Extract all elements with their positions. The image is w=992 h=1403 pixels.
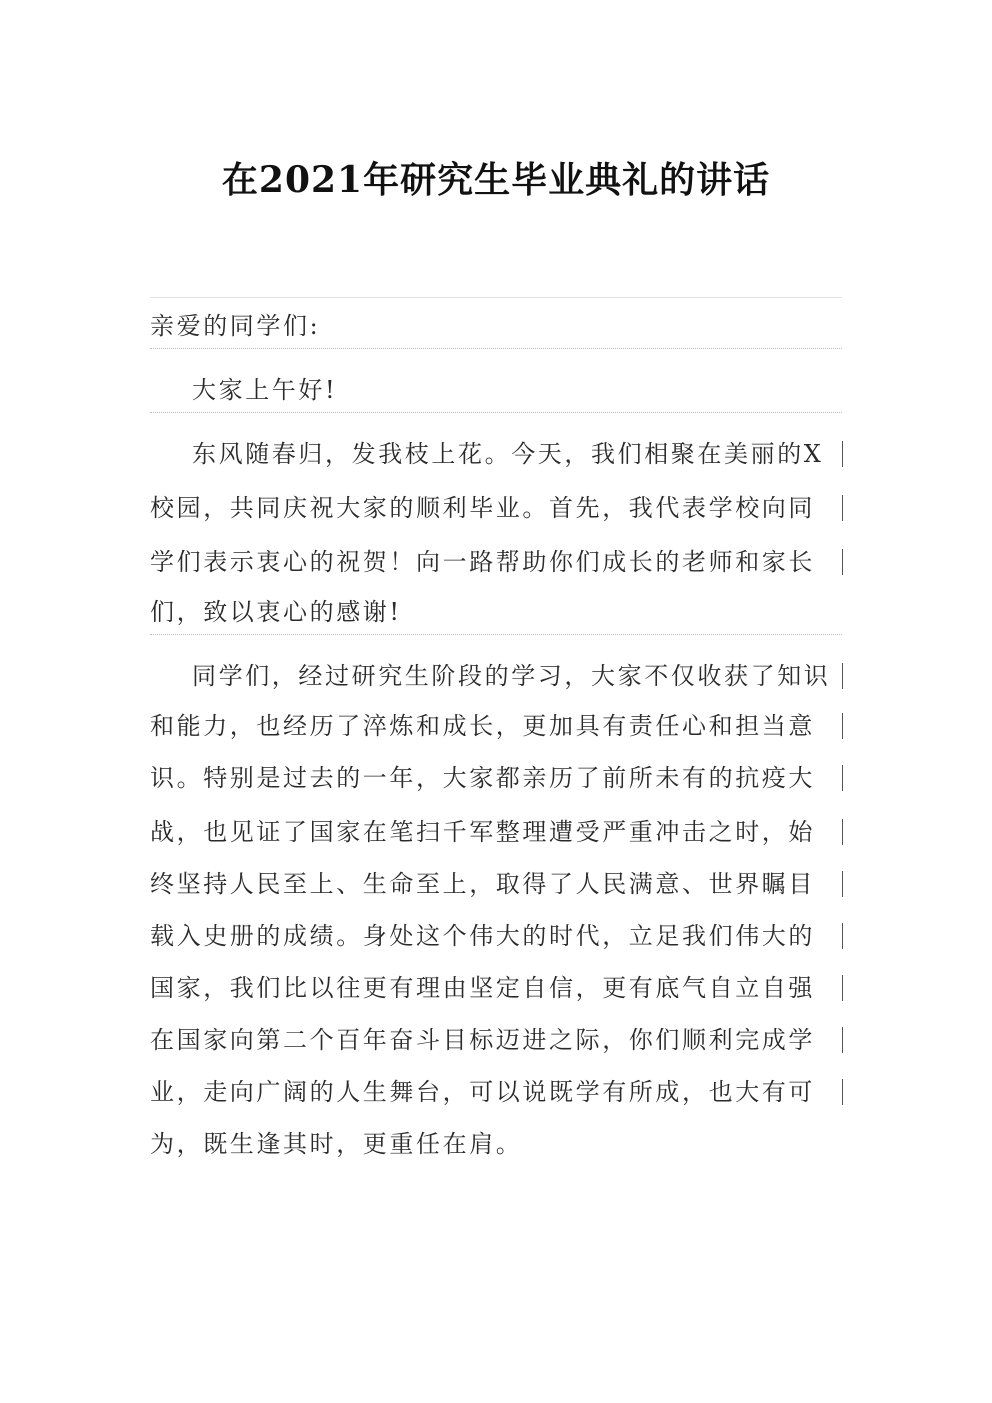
paragraph-1-line: 们，致以衷心的感谢! — [150, 598, 402, 626]
margin-mark — [842, 713, 843, 739]
document-title: 在2021年研究生毕业典礼的讲话 — [221, 159, 771, 201]
margin-mark — [842, 663, 843, 689]
paragraph-2-line: 战，也见证了国家在笔扫千军整理遭受严重冲击之时，始 — [150, 818, 815, 846]
margin-mark — [842, 1027, 843, 1053]
paragraph-2-line: 同学们，经过研究生阶段的学习，大家不仅收获了知识 — [192, 662, 831, 690]
paragraph-2-line: 业，走向广阔的人生舞台，可以说既学有所成，也大有可 — [150, 1078, 815, 1106]
margin-mark — [842, 549, 843, 575]
paragraph-2-line: 识。特别是过去的一年，大家都亲历了前所未有的抗疫大 — [150, 764, 815, 792]
paragraph-2-line: 和能力，也经历了淬炼和成长，更加具有责任心和担当意 — [150, 712, 815, 740]
paragraph-1-line: 东风随春归，发我枝上花。今天，我们相聚在美丽的X — [192, 440, 824, 468]
greeting: 大家上午好! — [192, 376, 338, 404]
paragraph-2-line: 为，既生逢其时，更重任在肩。 — [150, 1130, 523, 1158]
paragraph-2-line: 在国家向第二个百年奋斗目标迈进之际，你们顺利完成学 — [150, 1026, 815, 1054]
salutation: 亲爱的同学们: — [150, 312, 321, 340]
margin-mark — [842, 975, 843, 1001]
margin-mark — [842, 441, 843, 467]
margin-mark — [842, 871, 843, 897]
paragraph-2-line: 载入史册的成绩。身处这个伟大的时代，立足我们伟大的 — [150, 922, 815, 950]
paragraph-1-line: 校园，共同庆祝大家的顺利毕业。首先，我代表学校向同 — [150, 494, 815, 522]
margin-mark — [842, 1079, 843, 1105]
margin-mark — [842, 923, 843, 949]
margin-mark — [842, 765, 843, 791]
divider — [150, 348, 842, 349]
paragraph-2-line: 终坚持人民至上、生命至上，取得了人民满意、世界瞩目 — [150, 870, 815, 898]
margin-mark — [842, 495, 843, 521]
divider — [150, 634, 842, 635]
margin-mark — [842, 819, 843, 845]
paragraph-2-line: 国家，我们比以往更有理由坚定自信，更有底气自立自强 — [150, 974, 815, 1002]
paragraph-1-line: 学们表示衷心的祝贺！向一路帮助你们成长的老师和家长 — [150, 548, 815, 576]
divider — [150, 412, 842, 413]
